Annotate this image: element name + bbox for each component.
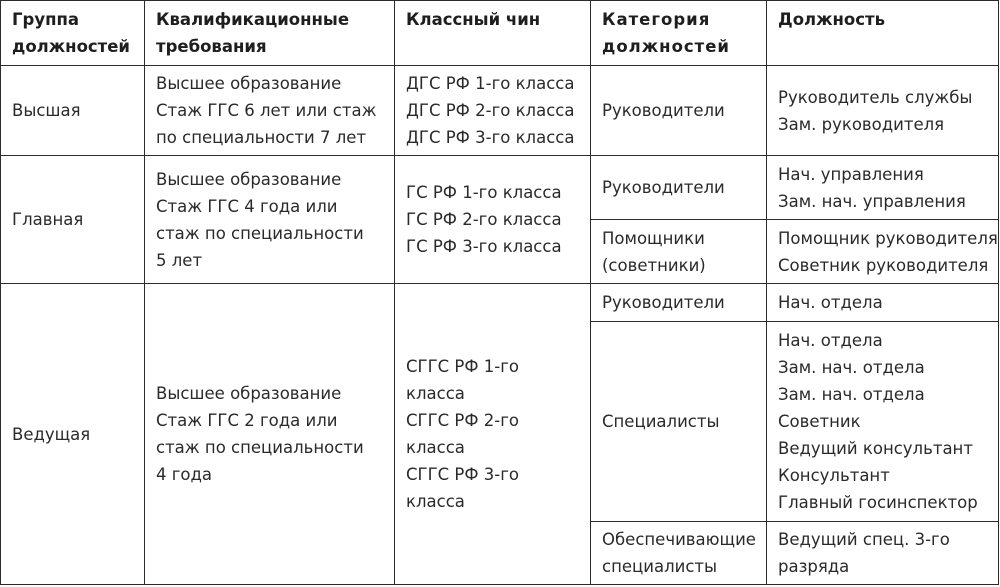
header-group-line: должностей <box>12 37 130 56</box>
requirement-line: Высшее образование <box>156 384 342 403</box>
row-leading <box>1 284 999 322</box>
header-requirements-line: требования <box>156 37 267 56</box>
group-cell: Ведущая <box>1 284 145 585</box>
rank-line: ДГС РФ 1-го класса <box>406 74 575 93</box>
requirement-line: Стаж ГГС 2 года или <box>156 411 338 430</box>
header-group-line: Группа <box>12 10 80 29</box>
requirement-line: Стаж ГГС 6 лет или стаж <box>156 101 377 120</box>
position-line: Консультант <box>778 466 890 485</box>
group-cell: Главная <box>1 156 145 284</box>
position-line: Руководитель службы <box>778 87 973 107</box>
position-line: Нач. отдела <box>778 293 883 312</box>
category-line: Помощники <box>602 228 705 248</box>
header-position <box>767 1 999 66</box>
position-cell <box>767 322 999 522</box>
header-position-line: Должность <box>778 10 886 29</box>
position-cell <box>767 66 999 156</box>
rank-line: ГС РФ 3-го класса <box>406 237 562 256</box>
header-group <box>1 1 145 66</box>
category-cell: Руководители <box>591 284 767 322</box>
position-cell <box>767 522 999 585</box>
category-cell: Руководители <box>591 156 767 220</box>
requirement-line: Стаж ГГС 4 года или <box>156 196 338 216</box>
requirements-cell <box>145 156 395 284</box>
requirement-line: 5 лет <box>156 250 203 270</box>
category-cell <box>591 220 767 284</box>
position-line: Главный госинспектор <box>778 493 978 512</box>
rank-line: ДГС РФ 2-го класса <box>406 101 575 120</box>
position-line: Зам. нач. управления <box>778 191 966 211</box>
header-requirements <box>145 1 395 66</box>
position-line: Зам. нач. отдела <box>778 385 925 404</box>
requirement-line: Высшее образование <box>156 169 342 189</box>
rank-line: ГС РФ 2-го класса <box>406 210 562 229</box>
requirement-line: 4 года <box>156 465 213 484</box>
category-cell <box>591 522 767 585</box>
position-line: разряда <box>778 557 850 576</box>
rank-cell <box>395 284 591 585</box>
requirements-cell <box>145 66 395 156</box>
rank-cell <box>395 66 591 156</box>
position-line: Нач. управления <box>778 164 924 184</box>
requirements-cell <box>145 284 395 585</box>
rank-cell <box>395 156 591 284</box>
rank-line: ДГС РФ 3-го класса <box>406 128 575 147</box>
position-line: Советник <box>778 412 861 431</box>
header-category-line: Категория <box>602 10 711 29</box>
header-category <box>591 1 767 66</box>
header-category-line: должностей <box>602 37 730 56</box>
header-requirements-line: Квалификационные <box>156 10 350 29</box>
rank-line: класса <box>406 384 465 403</box>
position-line: Зам. руководителя <box>778 114 945 134</box>
header-row <box>1 1 999 66</box>
category-cell: Специалисты <box>591 322 767 522</box>
position-line: Нач. отдела <box>778 331 883 350</box>
position-line: Зам. нач. отдела <box>778 358 925 377</box>
category-cell: Руководители <box>591 66 767 156</box>
position-line: Помощник руководителя <box>778 228 998 248</box>
category-line: Обеспечивающие <box>602 530 756 549</box>
rank-line: класса <box>406 438 465 457</box>
header-rank-line: Классный чин <box>406 10 541 29</box>
position-line: Ведущий консультант <box>778 439 973 458</box>
category-line: специалисты <box>602 557 718 576</box>
row-main <box>1 156 999 220</box>
rank-line: СГГС РФ 3-го <box>406 465 520 484</box>
group-cell: Высшая <box>1 66 145 156</box>
rank-line: СГГС РФ 1-го <box>406 357 520 376</box>
position-cell <box>767 284 999 322</box>
position-cell <box>767 156 999 220</box>
requirement-line: стаж по специальности <box>156 223 364 243</box>
requirement-line: стаж по специальности <box>156 438 364 457</box>
rank-line: класса <box>406 492 465 511</box>
position-line: Советник руководителя <box>778 255 989 275</box>
rank-line: ГС РФ 1-го класса <box>406 183 562 202</box>
requirement-line: по специальности 7 лет <box>156 128 367 147</box>
position-cell <box>767 220 999 284</box>
rank-line: СГГС РФ 2-го <box>406 411 520 430</box>
position-line: Ведущий спец. 3-го <box>778 530 950 549</box>
requirement-line: Высшее образование <box>156 74 342 93</box>
category-line: (советники) <box>602 255 706 275</box>
row-higher <box>1 66 999 156</box>
header-rank <box>395 1 591 66</box>
